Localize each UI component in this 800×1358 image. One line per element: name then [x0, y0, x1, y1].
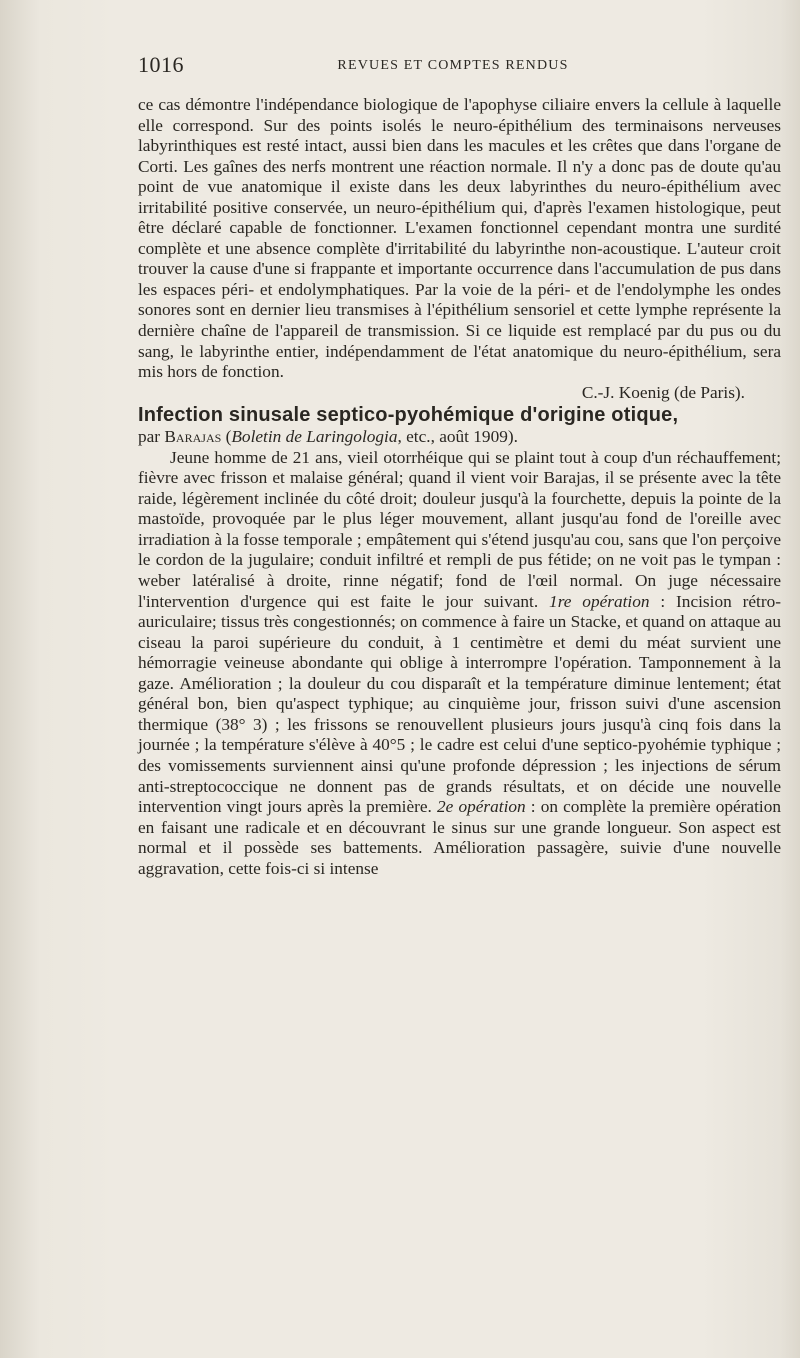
running-head: REVUES ET COMPTES RENDUS — [337, 58, 569, 73]
first-operation-text: : Incision rétro-auriculaire; tissus très congestionnés; on commence à faire un Stacke, et quand on attaque au ciseau la paroi supérieure du conduit, à 1 centimètre et demi du méat survient une hémorragie veineuse abondante qui oblige à interrompre l'opération. Tamponnement à la gaze. Amélioration ; la douleur du cou disparaît et la température diminue lentement; état général bon, bien qu'aspect typhique; au cinquième jour, frisson suivi d'une ascension thermique (38° 3) ; les frissons se renouvellent plusieurs jours jusqu'à cinq fois dans la journée ; la température s'élève à 40°5 ; le cadre est celui d'une septico-pyohémie typhique ; des vomissements surviennent ainsi qu'une profonde dépression ; les injections de sérum anti-streptococcique ne donnent pas de grands résultats, et on décide une nouvelle intervention vingt jours après la première. — [138, 591, 781, 817]
byline-author: Barajas — [164, 427, 222, 447]
article-body — [138, 95, 781, 879]
byline — [138, 427, 781, 448]
first-operation-label: 1re opération — [549, 591, 650, 611]
case-paragraph — [138, 448, 781, 879]
body-paragraph: ce cas démontre l'indépendance biologique de l'apophyse ciliaire envers la cellule à laquelle elle correspond. Sur des points isolés le neuro-épithélium des terminaisons nerveuses labyrinthiques est resté intact, aussi bien dans les macules et les crêtes que dans l'organe de Corti. Les gaînes des nerfs montrent une réaction normale. Il n'y a donc pas de doute qu'au point de vue anatomique il existe dans les deux labyrinthes du neuro-épithélium avec irritabilité positive conservée, un neuro-épithélium qui, d'après l'examen histologique, peut être déclaré capable de fonctionner. L'examen fonctionnel cependant montra une surdité complète et une absence complète d'irritabilité du labyrinthe non-acoustique. L'auteur croit trouver la cause d'une si frappante et importante occurrence dans l'accumulation de pus dans les espaces péri- et endolymphatiques. Par la voie de la péri- et de l'endolymphe les ondes sonores sont en dernier lieu transmises à l'épithélium sensoriel et cette lymphe représente la dernière chaîne de l'appareil de transmission. Si ce liquide est remplacé par du pus ou du sang, le labyrinthe entier, indépendamment de l'état anatomique du neuro-épithélium, sera mis hors de fonction. — [138, 95, 781, 382]
page-header — [138, 52, 768, 82]
signature-text: C.-J. Koenig (de Paris). — [581, 382, 745, 402]
article-title: Infection sinusale septico-pyohémique d'origine otique, — [138, 404, 679, 427]
page-number: 1016 — [138, 52, 184, 77]
second-operation-label: 2e opération — [437, 797, 526, 817]
byline-prefix: par — [138, 427, 161, 447]
source-journal: Boletin de Laringologia — [231, 427, 398, 447]
source-rest: , etc., août 1909). — [397, 427, 518, 447]
second-operation-text: : on complète la première opération en faisant une radicale et en découvrant le sinus sur une grande longueur. Son aspect est normal et il possède ses battements. Amélioration passagère, suivie d'une nouvelle aggravation, cette fois-ci si intense — [138, 797, 781, 878]
author-signature — [138, 383, 781, 404]
source-open: ( — [225, 427, 232, 447]
case-text: Jeune homme de 21 ans, vieil otorrhéique qui se plaint tout à coup d'un réchauffement; fièvre avec frisson et malaise général; quand il vient voir Barajas, il se présente avec la tête raide, légèrement inclinée du côté droit; douleur jusqu'à la fourchette, depuis la pointe de la mastoïde, provoquée par le plus léger mouvement, allant jusqu'au fond de l'oreille avec irradiation à la fosse temporale ; empâtement qui s'étend jusqu'au cou, sans que l'on perçoive le cordon de la jugulaire; conduit infiltré et rempli de pus fétide; on ne voit pas le tympan : weber latéralisé à droite, rinne négatif; fond de l'œil normal. On juge nécessaire l'intervention d'urgence qui est faite le jour suivant. — [138, 447, 781, 611]
